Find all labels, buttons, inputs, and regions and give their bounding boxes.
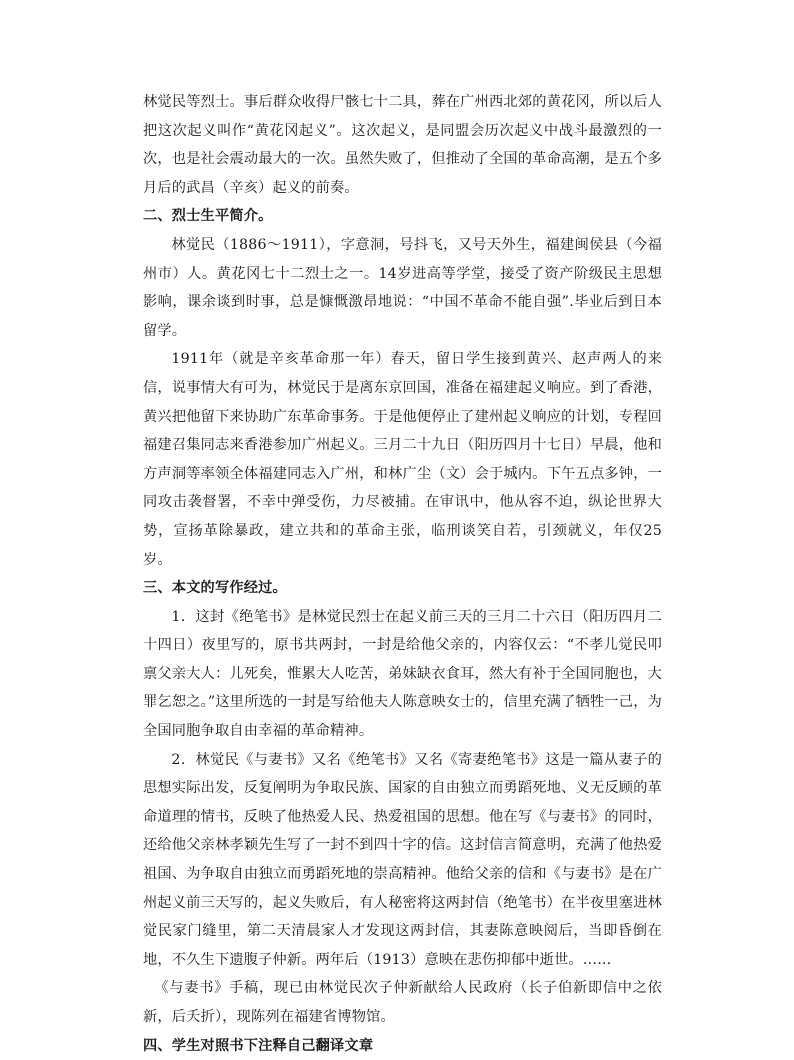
heading-writing-background: 三、本文的写作经过。 (143, 580, 287, 597)
paragraph-point-1: 1．这封《绝笔书》是林觉民烈士在起义前三天的三月二十六日（阳历四月二十四日）夜里写的，原书共两封，一封是给他父亲的，内容仅云：“不孝儿觉民叩禀父亲大人：儿死矣，惟累大人吃苦，弟妹缺衣食耳，然大有补于全国同胞也，大罪乞恕之。”这里所选的一封是写给他夫人陈意映女士的，信里充满了牺牲一己，为全国同胞争取自由幸福的革命精神。 (143, 608, 662, 740)
paragraph-point-2: 2．林觉民《与妻书》又名《绝笔书》又名《寄妻绝笔书》这是一篇从妻子的思想实际出发，反复阐明为争取民族、国家的自由独立而勇蹈死地、义无反顾的革命道理的情书，反映了他热爱人民、热爱祖国的思想。他在写《与妻书》的同时，还给他父亲林孝颖先生写了一封不到四十字的信。这封信言简意明，充满了他热爱祖国、为争取自由独立而勇蹈死地的崇高精神。他给父亲的信和《与妻书》是在广州起义前三天写的，起义失败后，有人秘密将这两封信（绝笔书）在半夜里塞进林觉民家门缝里，第二天清晨家人才发现这两封信，其妻陈意映阅后，当即昏倒在地，不久生下遗腹子仲新。两年后（1913）意映在悲伤抑郁中逝世。…… (143, 751, 662, 968)
paragraph-biography: 林觉民（1886～1911），字意洞，号抖飞，又号天外生，福建闽侯县（今福州市）人。黄花冈七十二烈士之一。14岁进高等学堂，接受了资产阶级民主思想影响，课余谈到时事，总是慷慨激昂地说：“中国不革命不能自强”.毕业后到日本留学。 (143, 236, 662, 339)
paragraph-1911-events: 1911年（就是辛亥革命那一年）春天，留日学生接到黄兴、赵声两人的来信，说事情大有可为，林觉民于是离东京回国，准备在福建起义响应。到了香港，黄兴把他留下来协助广东革命事务。于是他便停止了建州起义响应的计划，专程回福建召集同志来香港参加广州起义。三月二十九日（阳历四月十七日）早晨，他和方声洞等率领全体福建同志入广州，和林广尘（文）会于城内。下午五点多钟，一同攻击袭督署，不幸中弹受伤，力尽被捕。在审讯中，他从容不迫，纵论世界大势，宣扬革除暴政，建立共和的革命主张，临刑谈笑自若，引颈就义，年仅25岁。 (143, 351, 662, 568)
heading-martyr-biography: 二、烈士生平简介。 (143, 208, 273, 225)
paragraph-manuscript: 《与妻书》手稿，现已由林觉民次子仲新献给人民政府（长子伯新即信中之依新，后夭折），现陈列在福建省博物馆。 (143, 980, 662, 1025)
heading-student-translation: 四、学生对照书下注释自己翻译文章 (143, 1037, 374, 1054)
paragraph-intro: 林觉民等烈士。事后群众收得尸骸七十二具，葬在广州西北郊的黄花冈，所以后人把这次起义叫作“黄花冈起义”。这次起义，是同盟会历次起义中战斗最激烈的一次，也是社会震动最大的一次。虽然失败了，但推动了全国的革命高潮，是五个多月后的武昌（辛亥）起义的前奏。 (143, 94, 662, 196)
